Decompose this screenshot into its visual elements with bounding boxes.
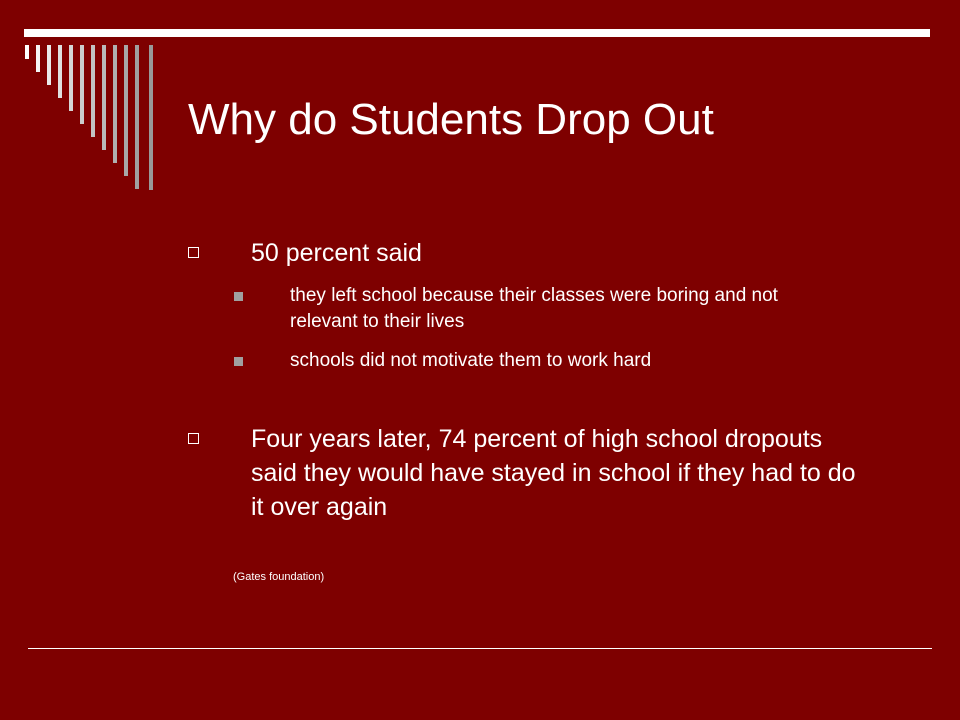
stripe [69, 45, 73, 111]
stripe [47, 45, 51, 85]
stripe [91, 45, 95, 137]
stripe [36, 45, 40, 72]
bottom-divider [28, 648, 932, 649]
sub-bullet-text: schools did not motivate them to work hard [290, 350, 652, 371]
hollow-square-icon [188, 247, 199, 258]
filled-square-icon [234, 292, 243, 301]
bullet-text: 50 percent said [251, 239, 422, 267]
stripe [124, 45, 128, 176]
stripe [135, 45, 139, 189]
stripe [149, 45, 153, 190]
sub-bullet-text: they left school because their classes were boring and not relevant to their lives [290, 285, 778, 332]
filled-square-icon [234, 357, 243, 366]
bullet-text: Four years later, 74 percent of high school dropouts said they would have stayed in school if they had to do it over again [251, 425, 856, 521]
slide-title: Why do Students Drop Out [188, 95, 714, 144]
stripe [25, 45, 29, 59]
hollow-square-icon [188, 433, 199, 444]
top-decorative-rule [24, 29, 930, 37]
stripe [102, 45, 106, 150]
stripe [113, 45, 117, 163]
stripe [80, 45, 84, 124]
stripe [58, 45, 62, 98]
source-citation: (Gates foundation) [233, 571, 325, 583]
